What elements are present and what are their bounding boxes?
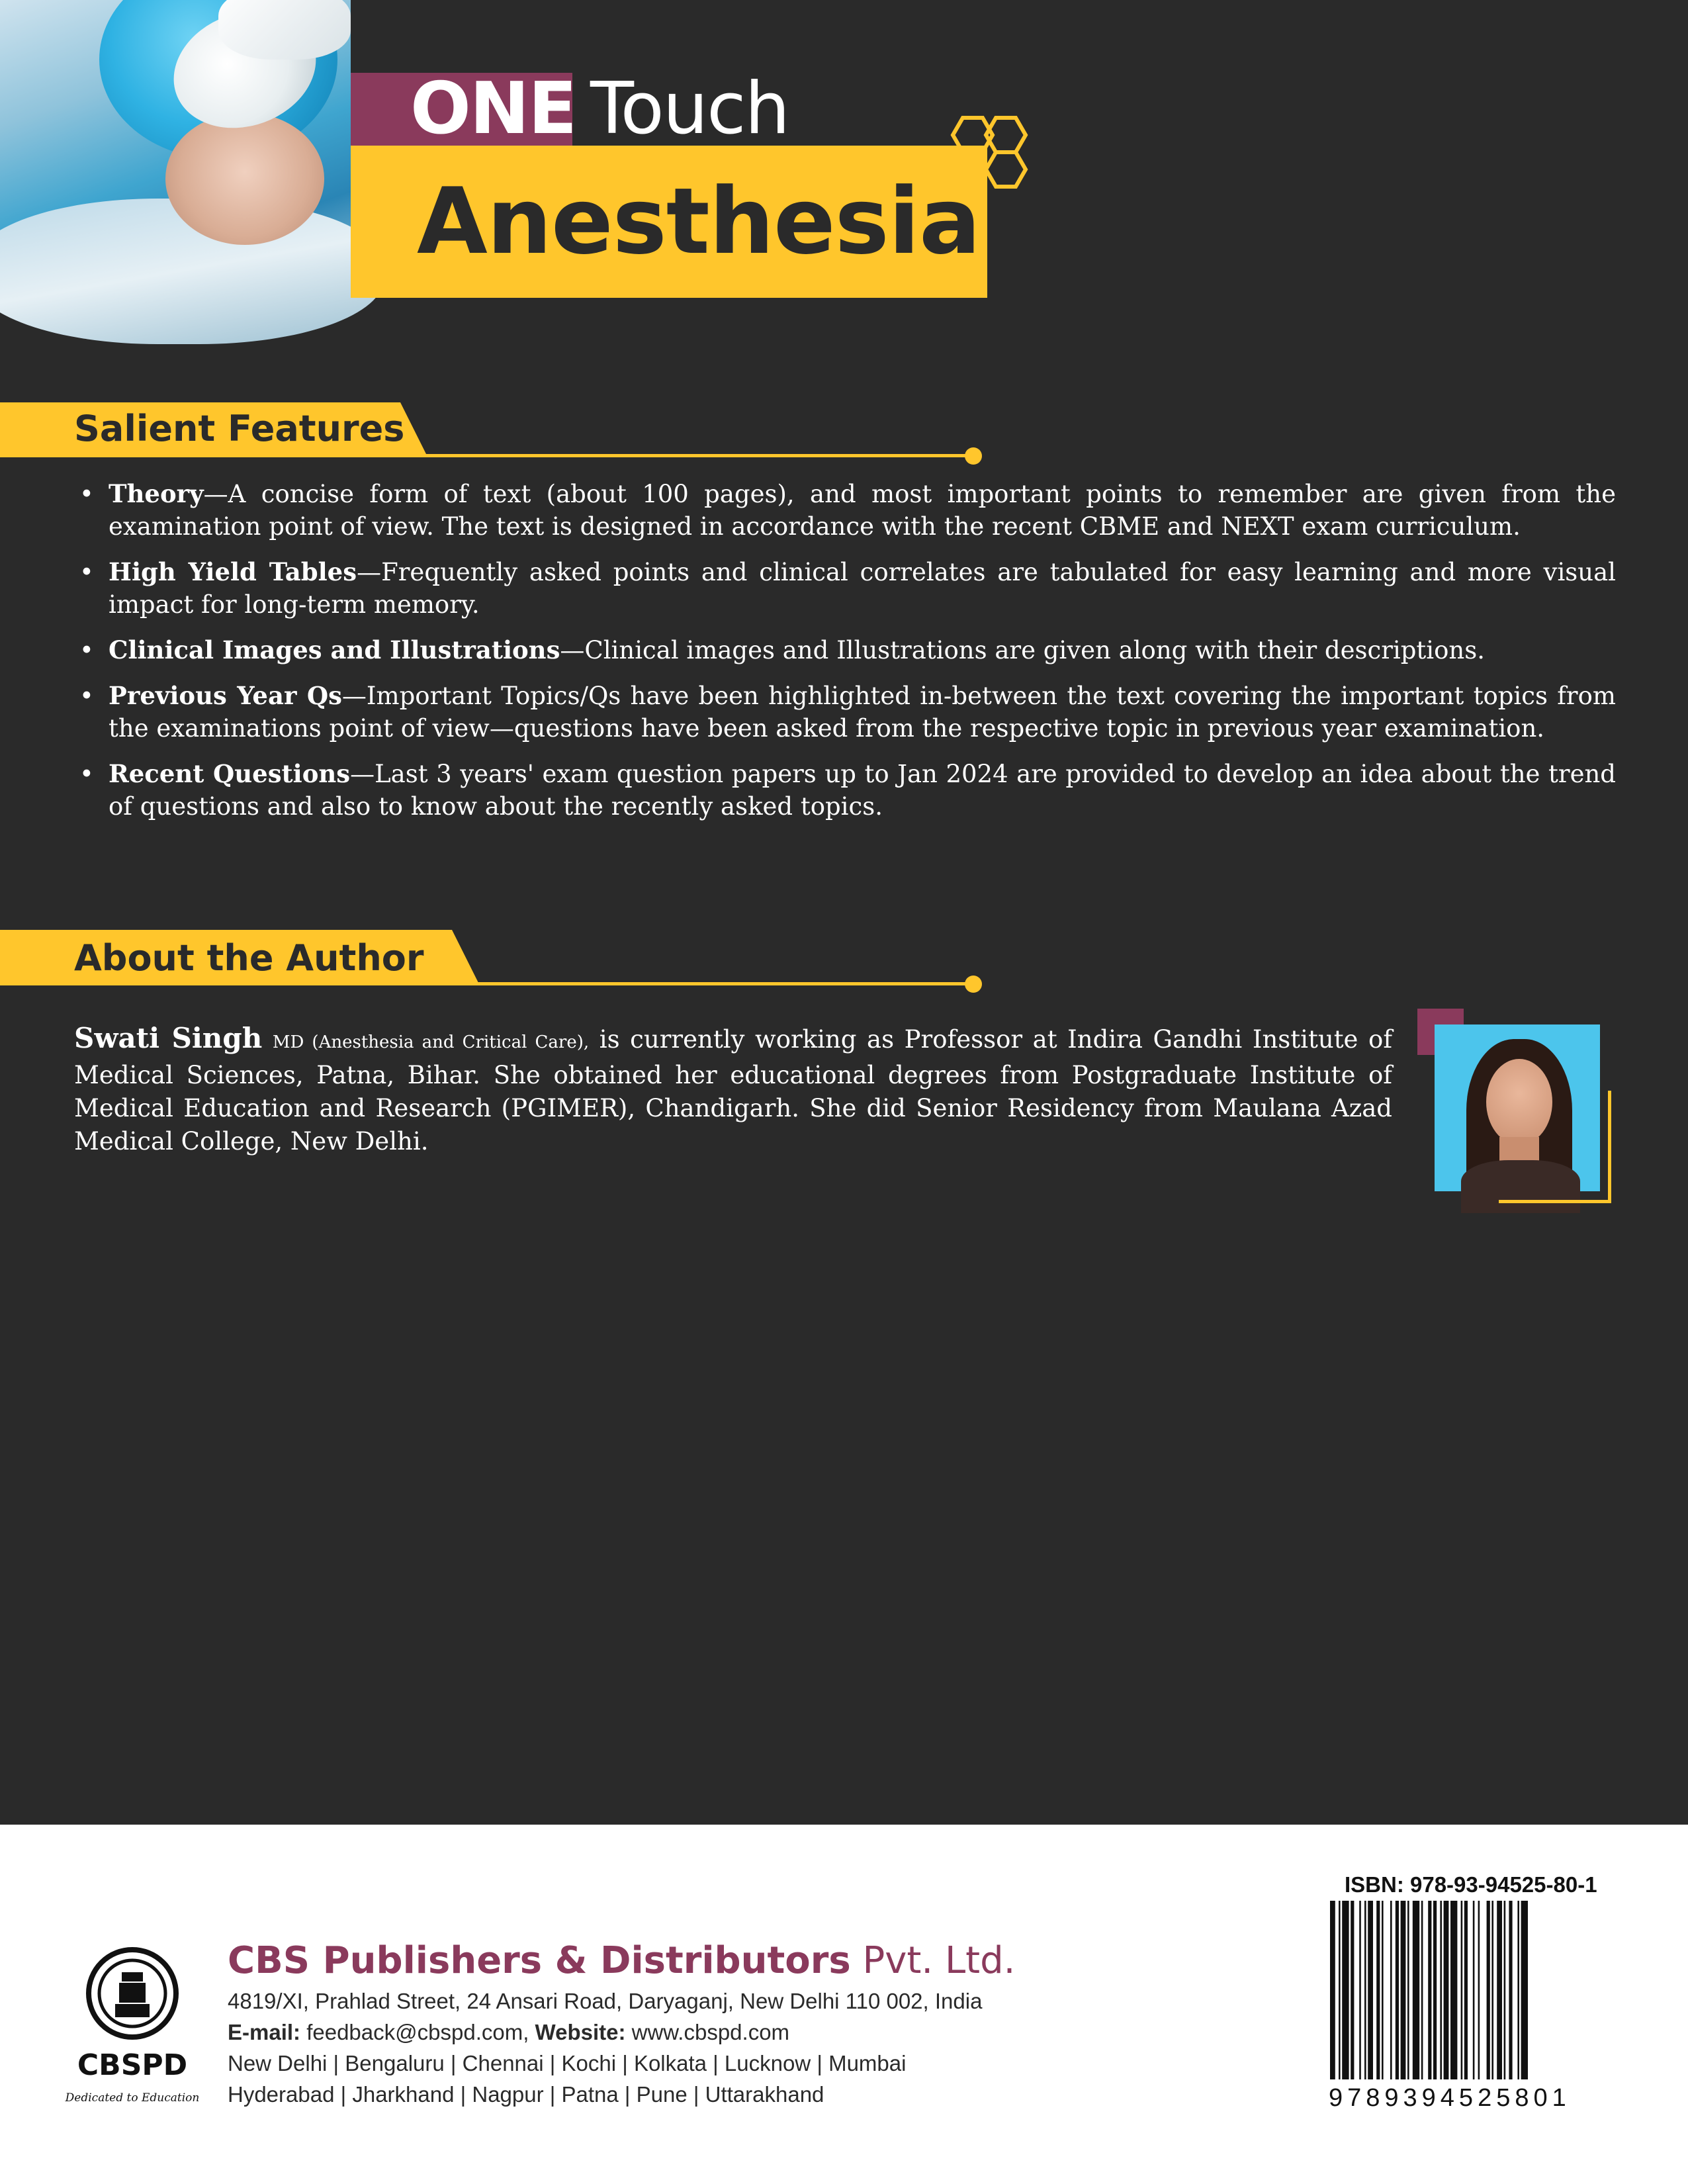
photo-frame-line bbox=[1608, 1091, 1611, 1203]
barcode-bar bbox=[1509, 1901, 1512, 2079]
publisher-cities-2: Hyderabad | Jharkhand | Nagpur | Patna | Pune | Uttarakhand bbox=[228, 2082, 824, 2107]
barcode-bar bbox=[1491, 1901, 1493, 2079]
isbn-label: ISBN: 978-93-94525-80-1 bbox=[1345, 1872, 1597, 1897]
barcode-bar bbox=[1521, 1901, 1528, 2079]
barcode-bar bbox=[1478, 1901, 1480, 2079]
barcode-bar bbox=[1342, 1901, 1349, 2079]
barcode-bar bbox=[1359, 1901, 1361, 2079]
salient-features-heading: Salient Features bbox=[74, 408, 405, 449]
barcode-bar bbox=[1461, 1901, 1463, 2079]
section-rule-dot bbox=[965, 976, 982, 993]
barcode-bar bbox=[1413, 1901, 1419, 2079]
about-author-heading: About the Author bbox=[74, 937, 424, 979]
barcode-bar bbox=[1396, 1901, 1399, 2079]
list-item: • Previous Year Qs—Important Topics/Qs have been highlighted in-between the text covering the important topics from the examinations point of view—questions have been asked from the respective topic in previous year examination. bbox=[79, 681, 1616, 743]
barcode-bar bbox=[1440, 1901, 1442, 2079]
features-list bbox=[74, 478, 1616, 836]
barcode-bar bbox=[1351, 1901, 1354, 2079]
barcode-bar bbox=[1473, 1901, 1475, 2079]
barcode-bar bbox=[1497, 1901, 1502, 2079]
isbn-digits: 9789394525801 bbox=[1329, 2084, 1571, 2112]
barcode-bar bbox=[1390, 1901, 1392, 2079]
publisher-contact: E-mail: feedback@cbspd.com, Website: www.cbspd.com bbox=[228, 2020, 790, 2044]
photo-frame-line bbox=[1499, 1200, 1611, 1203]
hexagon-cluster-icon bbox=[940, 106, 1039, 195]
publisher-cities-1: New Delhi | Bengaluru | Chennai | Kochi | Kolkata | Lucknow | Mumbai bbox=[228, 2051, 907, 2075]
section-rule bbox=[0, 454, 973, 457]
author-credentials: MD (Anesthesia and Critical Care), bbox=[272, 1032, 590, 1052]
author-name: Swati Singh bbox=[74, 1022, 263, 1054]
section-rule-dot bbox=[965, 447, 982, 465]
publisher-address: 4819/XI, Prahlad Street, 24 Ansari Road, Daryaganj, New Delhi 110 002, India bbox=[228, 1989, 983, 2013]
barcode-bar bbox=[1450, 1901, 1457, 2079]
barcode-bar bbox=[1444, 1901, 1449, 2079]
barcode-bar bbox=[1368, 1901, 1373, 2079]
title-one: ONE bbox=[410, 68, 576, 150]
publisher-name: CBS Publishers & Distributors Pvt. Ltd. bbox=[228, 1939, 1016, 1982]
list-item: • Clinical Images and Illustrations—Clinical images and Illustrations are given along with their descriptions. bbox=[79, 635, 1485, 664]
barcode-bar bbox=[1421, 1901, 1423, 2079]
barcode-bar bbox=[1504, 1901, 1506, 2079]
barcode-bar bbox=[1517, 1901, 1519, 2079]
barcode-bar bbox=[1382, 1901, 1384, 2079]
author-bio-text: is currently working as Professor at Indira Gandhi Institute of Medical Sciences, Patna, Bihar. She obtained her educational degrees from Postgraduate Institute of Medical Education and Research (PGIMER), Chandigarh. She did Senior Residency from Maulana Azad Medical College, New Delhi. bbox=[74, 1025, 1393, 1156]
barcode-bar bbox=[1401, 1901, 1406, 2079]
title-subject: Anesthesia bbox=[417, 168, 981, 275]
barcode-bar bbox=[1407, 1901, 1409, 2079]
section-rule bbox=[0, 982, 973, 985]
isbn-barcode bbox=[1329, 1901, 1599, 2079]
barcode-bar bbox=[1364, 1901, 1366, 2079]
list-item: • High Yield Tables—Frequently asked points and clinical correlates are tabulated for easy learning and more visual impact for long-term memory. bbox=[79, 557, 1616, 619]
publisher-logo-text: CBSPD bbox=[77, 2048, 188, 2082]
barcode-bar bbox=[1487, 1901, 1490, 2079]
title-touch: Touch bbox=[590, 68, 789, 150]
barcode-bar bbox=[1433, 1901, 1437, 2079]
barcode-bar bbox=[1339, 1901, 1341, 2079]
list-item: • Recent Questions—Last 3 years' exam question papers up to Jan 2024 are provided to develop an idea about the trend of questions and also to know about the recently asked topics. bbox=[79, 759, 1616, 821]
author-bio bbox=[74, 1022, 1392, 1158]
publisher-logo bbox=[65, 1946, 200, 2111]
author-photo bbox=[1435, 1024, 1600, 1191]
barcode-bar bbox=[1376, 1901, 1380, 2079]
barcode-bar bbox=[1330, 1901, 1335, 2079]
publisher-logo-tagline: Dedicated to Education bbox=[65, 2091, 200, 2105]
cover-photo-patient-mask bbox=[0, 0, 351, 298]
list-item: • Theory—A concise form of text (about 100 pages), and most important points to remember are given from the examination point of view. The text is designed in accordance with the recent CBME and NEXT exam curriculum. bbox=[79, 479, 1616, 541]
barcode-bar bbox=[1464, 1901, 1468, 2079]
barcode-bar bbox=[1428, 1901, 1431, 2079]
